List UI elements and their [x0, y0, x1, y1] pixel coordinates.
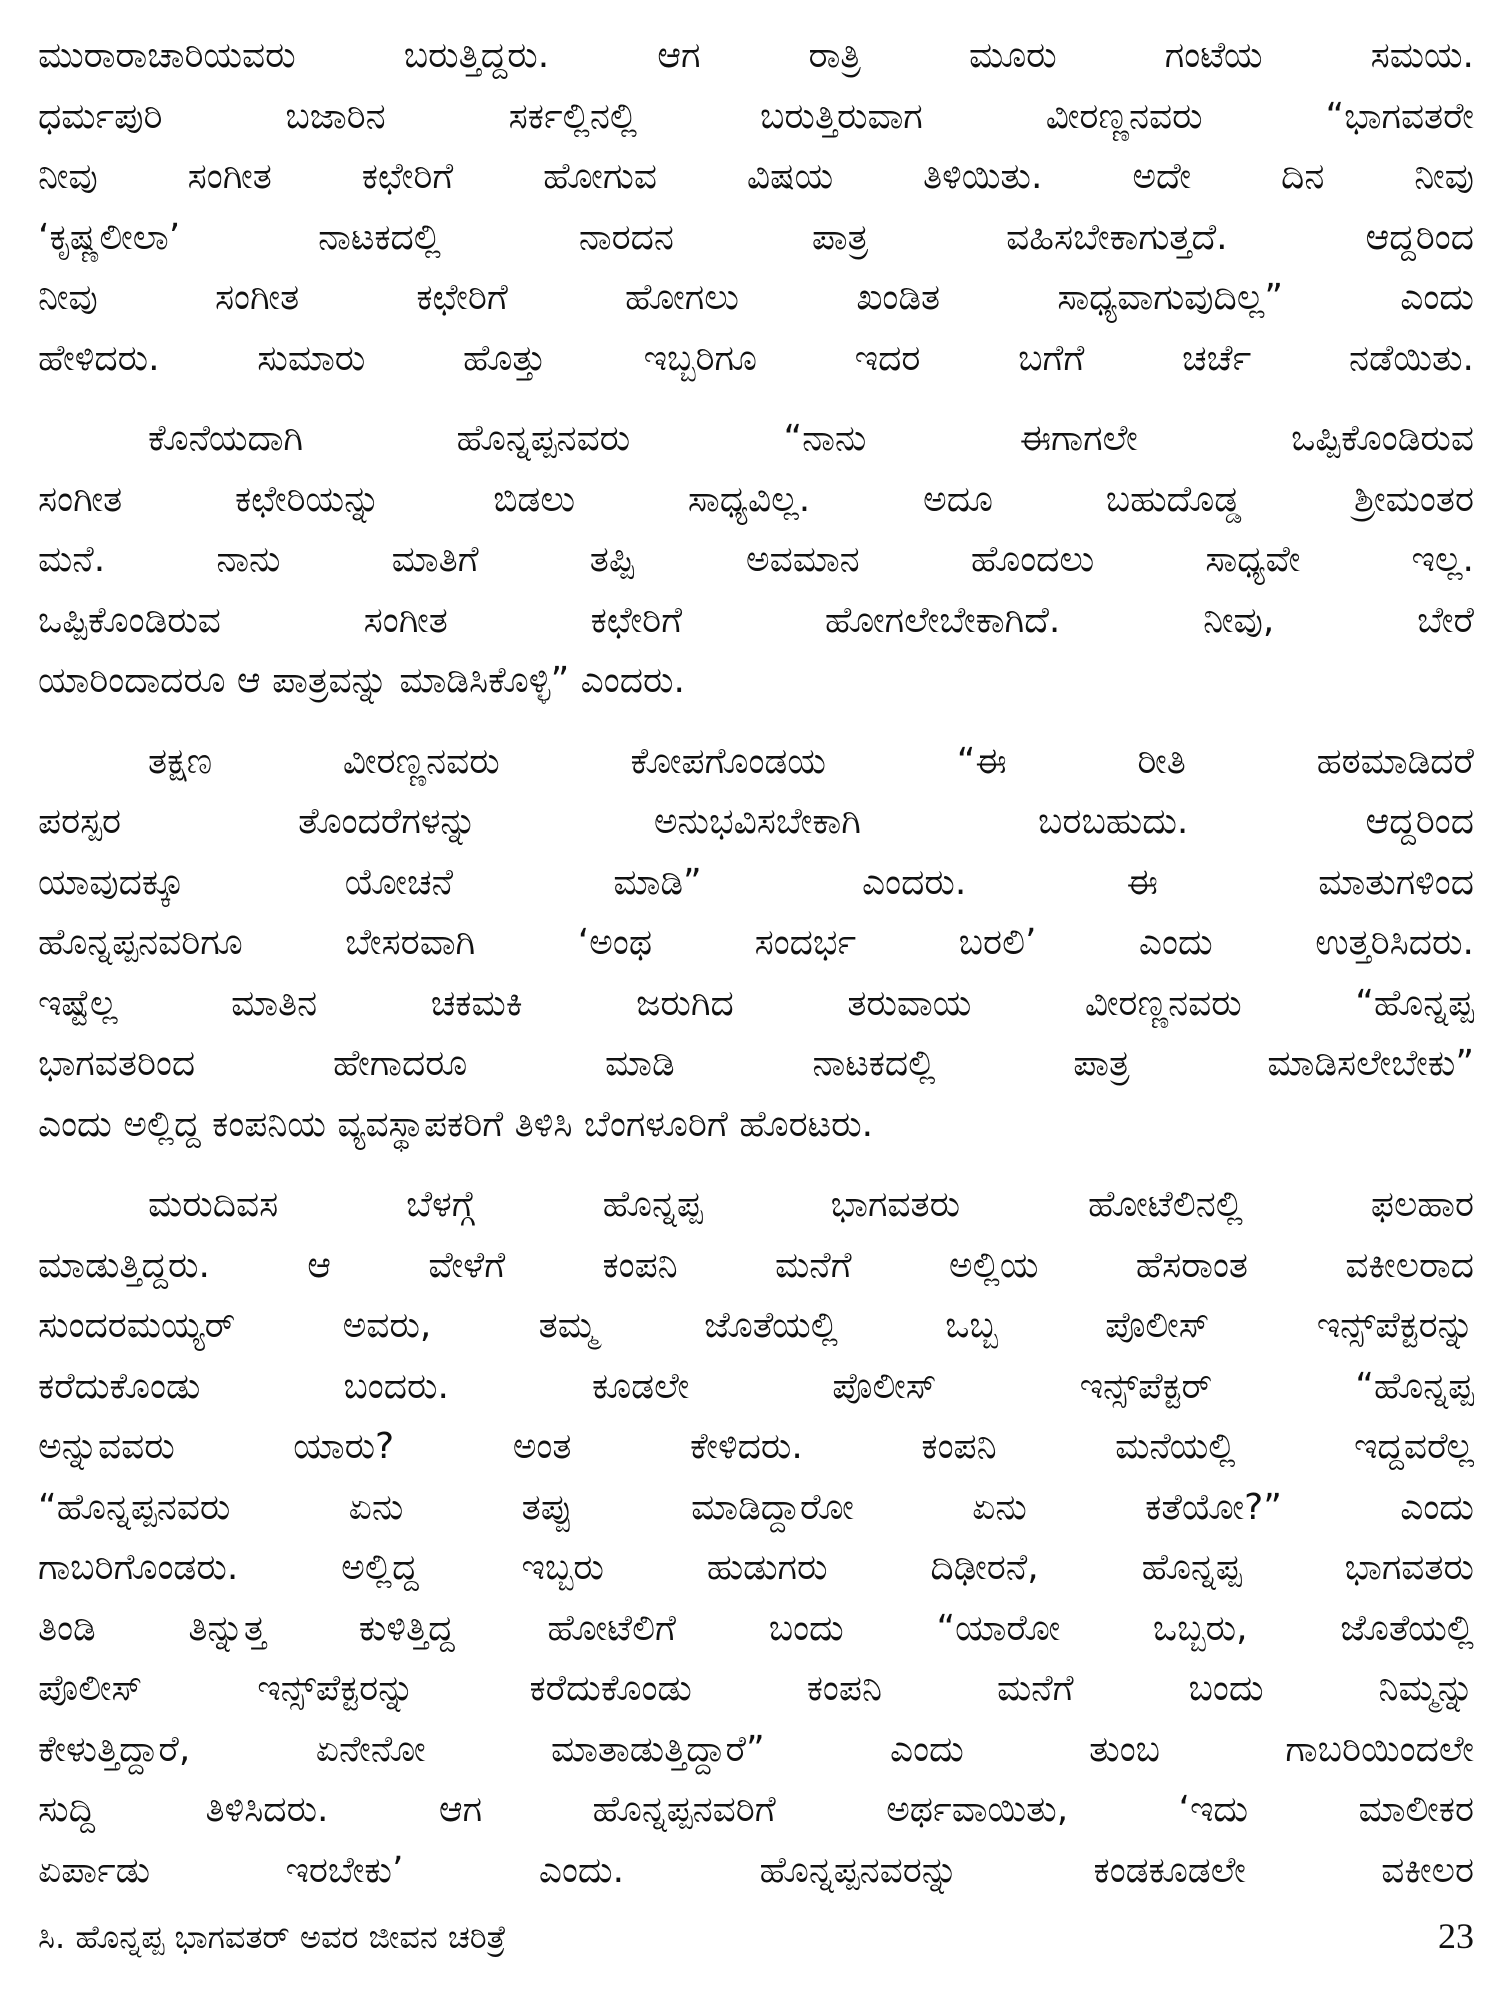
document-body	[38, 26, 1474, 1921]
text-line: ಗಾಬರಿಗೊಂಡರು. ಅಲ್ಲಿದ್ದ ಇಬ್ಬರು ಹುಡುಗರು ದಿಢೀರನೆ, ಹೊನ್ನಪ್ಪ ಭಾಗವತರು	[38, 1547, 1474, 1588]
text-line: ಮಾಡುತ್ತಿದ್ದರು. ಆ ವೇಳೆಗೆ ಕಂಪನಿ ಮನೆಗೆ ಅಲ್ಲಿಯ ಹೆಸರಾಂತ ವಕೀಲರಾದ	[38, 1244, 1474, 1286]
text-line: ಸಂಗೀತ ಕಛೇರಿಯನ್ನು ಬಿಡಲು ಸಾಧ್ಯವಿಲ್ಲ. ಅದೂ ಬಹುದೊಡ್ಡ ಶ್ರೀಮಂತರ	[38, 478, 1474, 520]
text-line: ಯಾವುದಕ್ಕೂ ಯೋಚನೆ ಮಾಡಿ” ಎಂದರು. ಈ ಮಾತುಗಳಿಂದ	[38, 861, 1474, 903]
text-line: ಪೊಲೀಸ್ ಇನ್ಸ್‌ಪೆಕ್ಟರನ್ನು ಕರೆದುಕೊಂಡು ಕಂಪನಿ ಮನೆಗೆ ಬಂದು ನಿಮ್ಮನ್ನು	[38, 1668, 1474, 1709]
text-line: ಒಪ್ಪಿಕೊಂಡಿರುವ ಸಂಗೀತ ಕಛೇರಿಗೆ ಹೋಗಲೇಬೇಕಾಗಿದೆ. ನೀವು, ಬೇರೆ	[38, 599, 1474, 641]
text-line: ಕರೆದುಕೊಂಡು ಬಂದರು. ಕೂಡಲೇ ಪೊಲೀಸ್ ಇನ್ಸ್‌ಪೆಕ್ಟರ್ “ಹೊನ್ನಪ್ಪ	[38, 1365, 1474, 1407]
text-line: “ಹೊನ್ನಪ್ಪನವರು ಏನು ತಪ್ಪು ಮಾಡಿದ್ದಾರೋ ಏನು ಕತೆಯೋ?” ಎಂದು	[38, 1486, 1474, 1528]
text-line: ‘ಕೃಷ್ಣಲೀಲಾ’ ನಾಟಕದಲ್ಲಿ ನಾರದನ ಪಾತ್ರ ವಹಿಸಬೇಕಾಗುತ್ತದೆ. ಆದ್ದರಿಂದ	[38, 216, 1474, 258]
paragraph	[38, 1175, 1474, 1901]
text-line: ಕೇಳುತ್ತಿದ್ದಾರೆ, ಏನೇನೋ ಮಾತಾಡುತ್ತಿದ್ದಾರೆ” ಎಂದು ತುಂಬ ಗಾಬರಿಯಿಂದಲೇ	[38, 1728, 1474, 1770]
paragraph	[38, 732, 1474, 1156]
text-line: ಯಾರಿಂದಾದರೂ ಆ ಪಾತ್ರವನ್ನು ಮಾಡಿಸಿಕೊಳ್ಳಿ” ಎಂದರು.	[38, 660, 685, 701]
text-line: ಮುರಾರಾಚಾರಿಯವರು ಬರುತ್ತಿದ್ದರು. ಆಗ ರಾತ್ರಿ ಮೂರು ಗಂಟೆಯ ಸಮಯ.	[38, 35, 1474, 76]
text-line: ನೀವು ಸಂಗೀತ ಕಛೇರಿಗೆ ಹೋಗುವ ವಿಷಯ ತಿಳಿಯಿತು. ಅದೇ ದಿನ ನೀವು	[38, 156, 1474, 197]
text-line: ಪರಸ್ಪರ ತೊಂದರೆಗಳನ್ನು ಅನುಭವಿಸಬೇಕಾಗಿ ಬರಬಹುದು. ಆದ್ದರಿಂದ	[38, 801, 1474, 842]
footer-book-title: ಸಿ. ಹೊನ್ನಪ್ಪ ಭಾಗವತರ್ ಅವರ ಜೀವನ ಚರಿತ್ರೆ	[38, 1918, 507, 1956]
text-line: ತಿಂಡಿ ತಿನ್ನುತ್ತ ಕುಳಿತ್ತಿದ್ದ ಹೋಟೆಲಿಗೆ ಬಂದು “ಯಾರೋ ಒಬ್ಬರು, ಜೊತೆಯಲ್ಲಿ	[38, 1607, 1474, 1649]
text-line: ಅನ್ನುವವರು ಯಾರು? ಅಂತ ಕೇಳಿದರು. ಕಂಪನಿ ಮನೆಯಲ್ಲಿ ಇದ್ದವರೆಲ್ಲ	[38, 1426, 1474, 1467]
text-line: ಇಷ್ಟೆಲ್ಲ ಮಾತಿನ ಚಕಮಕಿ ಜರುಗಿದ ತರುವಾಯ ವೀರಣ್ಣನವರು “ಹೊನ್ನಪ್ಪ	[38, 982, 1474, 1024]
page-footer	[38, 1915, 1474, 1957]
text-line: ಕೊನೆಯದಾಗಿ ಹೊನ್ನಪ್ಪನವರು “ನಾನು ಈಗಾಗಲೇ ಒಪ್ಪಿಕೊಂಡಿರುವ	[148, 418, 1474, 459]
text-line: ಹೊನ್ನಪ್ಪನವರಿಗೂ ಬೇಸರವಾಗಿ ‘ಅಂಥ ಸಂದರ್ಭ ಬರಲಿ’ ಎಂದು ಉತ್ತರಿಸಿದರು.	[38, 922, 1474, 963]
text-line: ಭಾಗವತರಿಂದ ಹೇಗಾದರೂ ಮಾಡಿ ನಾಟಕದಲ್ಲಿ ಪಾತ್ರ ಮಾಡಿಸಲೇಬೇಕು”	[38, 1043, 1474, 1084]
text-line: ಸುಂದರಮಯ್ಯರ್ ಅವರು, ತಮ್ಮ ಜೊತೆಯಲ್ಲಿ ಒಬ್ಬ ಪೊಲೀಸ್ ಇನ್ಸ್‌ಪೆಕ್ಟರನ್ನು	[38, 1305, 1474, 1346]
text-line: ಸುದ್ದಿ ತಿಳಿಸಿದರು. ಆಗ ಹೊನ್ನಪ್ಪನವರಿಗೆ ಅರ್ಥವಾಯಿತು, ‘ಇದು ಮಾಲೀಕರ	[38, 1789, 1474, 1830]
text-line: ತಕ್ಷಣ ವೀರಣ್ಣನವರು ಕೋಪಗೊಂಡಯ “ಈ ರೀತಿ ಹಠಮಾಡಿದರೆ	[148, 740, 1474, 782]
paragraph	[38, 26, 1474, 389]
text-line: ಮನೆ. ನಾನು ಮಾತಿಗೆ ತಪ್ಪಿ ಅವಮಾನ ಹೊಂದಲು ಸಾಧ್ಯವೇ ಇಲ್ಲ.	[38, 539, 1474, 580]
paragraph	[38, 409, 1474, 712]
text-line: ಹೇಳಿದರು. ಸುಮಾರು ಹೊತ್ತು ಇಬ್ಬರಿಗೂ ಇದರ ಬಗೆಗೆ ಚರ್ಚೆ ನಡೆಯಿತು.	[38, 337, 1474, 379]
text-line: ಧರ್ಮಪುರಿ ಬಜಾರಿನ ಸರ್ಕಲ್ಲಿನಲ್ಲಿ ಬರುತ್ತಿರುವಾಗ ವೀರಣ್ಣನವರು “ಭಾಗವತರೇ	[38, 95, 1474, 137]
page-number: 23	[1438, 1916, 1474, 1956]
text-line: ನೀವು ಸಂಗೀತ ಕಛೇರಿಗೆ ಹೋಗಲು ಖಂಡಿತ ಸಾಧ್ಯವಾಗುವುದಿಲ್ಲ” ಎಂದು	[38, 277, 1474, 318]
text-line: ಏರ್ಪಾಡು ಇರಬೇಕು’ ಎಂದು. ಹೊನ್ನಪ್ಪನವರನ್ನು ಕಂಡಕೂಡಲೇ ವಕೀಲರ	[38, 1849, 1474, 1891]
text-line: ಎಂದು ಅಲ್ಲಿದ್ದ ಕಂಪನಿಯ ವ್ಯವಸ್ಥಾಪಕರಿಗೆ ತಿಳಿಸಿ ಬೆಂಗಳೂರಿಗೆ ಹೊರಟರು.	[38, 1103, 874, 1145]
text-line: ಮರುದಿವಸ ಬೆಳಗ್ಗೆ ಹೊನ್ನಪ್ಪ ಭಾಗವತರು ಹೋಟೆಲಿನಲ್ಲಿ ಫಲಹಾರ	[148, 1184, 1474, 1225]
